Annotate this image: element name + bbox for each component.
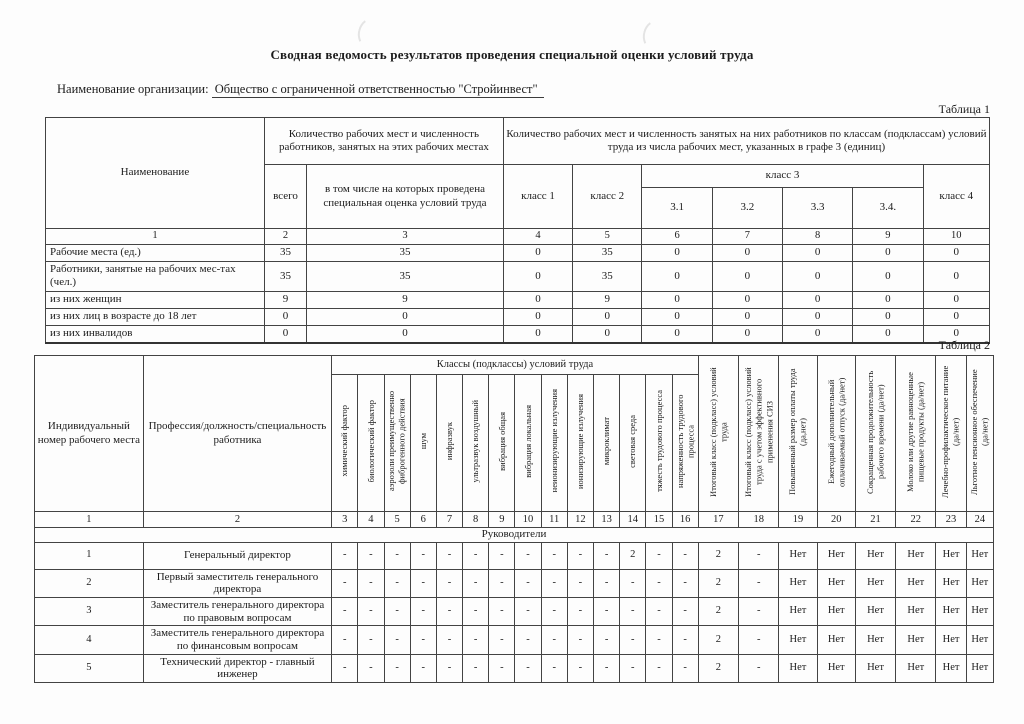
table2-cell: Нет [779,542,817,569]
table2-cell: - [463,542,489,569]
table2-header-final [779,356,817,512]
table2-header-final [966,356,993,512]
table1-header-group1: Количество рабочих мест и численность работников, занятых на этих рабочих местах [264,118,503,165]
table2-header-factor [620,375,646,512]
table2-cell: - [358,626,384,654]
table1-header-assessed: в том числе на которых проведена специальная оценка условий труда [307,165,504,229]
table2-cell: Нет [966,626,993,654]
table1-header-class3-2: 3.2 [712,188,782,229]
table2-cell: Нет [779,598,817,626]
table1-cell: 0 [503,262,572,292]
table1-cell: 9 [573,291,642,308]
table2-header [35,356,994,543]
table1-cell: 0 [573,325,642,343]
table1-cell: 0 [264,325,306,343]
table1-cell: 35 [573,245,642,262]
table1-cell: 0 [712,291,782,308]
table2-cell: - [436,626,462,654]
table2-header-final [855,356,895,512]
table2-colnum: 20 [817,512,855,528]
table2-cell: - [541,654,567,682]
table1-cell: 0 [783,291,853,308]
table2-rotated-label: аэрозоли преимущественно фиброгенного действия [386,390,408,492]
table2-cell: - [739,654,779,682]
table2-cell: 2 [620,542,646,569]
table1-caption: Таблица 1 [938,102,990,116]
table2-header-final [936,356,966,512]
table1-row [46,245,990,262]
table1-cell: 0 [712,308,782,325]
table2-cell: - [620,598,646,626]
table1-header-total: всего [264,165,306,229]
table1-cell: 0 [923,325,989,343]
table1-cell: 0 [642,262,712,292]
table2-rotated-label: микроклимат [601,416,612,466]
table2-cell: - [594,654,620,682]
table2-cell: - [594,626,620,654]
table2-rotated-label: тяжесть трудового процесса [653,390,664,492]
table2-cell: - [672,569,698,597]
table2-section-row [35,528,994,542]
table1-cell: 0 [503,308,572,325]
table1-cell: 35 [307,262,504,292]
table2-rotated-label: Льготное пенсионное обеспечение (да/нет) [969,368,990,495]
table2-cell: - [515,542,541,569]
table2-header-factor [384,375,410,512]
table1-colnum: 1 [46,229,265,245]
table1-row-label: из них женщин [46,291,265,308]
table2-colnum: 18 [739,512,779,528]
table2-workplace-number: 2 [35,569,144,597]
table2-workplace-number: 5 [35,654,144,682]
table1-row [46,262,990,292]
table2-cell: - [541,626,567,654]
table1-header-class3-3: 3.3 [783,188,853,229]
table2-cell: - [332,598,358,626]
table2-cell: - [410,542,436,569]
table1-row-label: Рабочие места (ед.) [46,245,265,262]
table2-cell: - [489,569,515,597]
table1-cell: 9 [307,291,504,308]
table2-profession: Технический директор - главный инженер [143,654,331,682]
table2-colnum: 21 [855,512,895,528]
table1-colnum: 7 [712,229,782,245]
table2-rotated-label: шум [417,432,428,450]
table2-cell: - [410,654,436,682]
punch-hole-arc-icon [355,16,386,51]
table2-header-factor [541,375,567,512]
table1-header-name: Наименование [46,118,265,229]
table2-cell: - [358,654,384,682]
table2-cell: - [739,542,779,569]
table2-cell: - [515,598,541,626]
table2-cell: Нет [817,542,855,569]
table2-cell: 2 [698,569,738,597]
table2-colnum: 7 [436,512,462,528]
table2-cell: 2 [698,542,738,569]
table1-row [46,291,990,308]
table1-header-class1: класс 1 [503,165,572,229]
table1-cell: 0 [783,262,853,292]
table2-rotated-label: неионизирующие излучения [548,389,559,493]
table2-rotated-label: химический фактор [339,405,350,477]
table2-cell: - [594,542,620,569]
table2-section-cell: Руководители [35,528,994,542]
table2-cell: - [463,654,489,682]
table1-cell: 0 [923,291,989,308]
table1-header-class3-4: 3.4. [853,188,923,229]
table1-cell: 0 [642,308,712,325]
table2-rotated-label: вибрация локальная [522,404,533,478]
table1-cell: 0 [783,308,853,325]
table2-cell: Нет [817,569,855,597]
table2-header-factor [672,375,698,512]
table2-header-final [817,356,855,512]
table1-cell: 0 [307,308,504,325]
table2-cell: - [410,569,436,597]
table2-cell: - [567,654,593,682]
table1-cell: 0 [503,291,572,308]
table2-rotated-label: напряженность трудового процесса [674,394,696,488]
table2-rotated-label: Сокращенная продолжительность рабочего времени (да/нет) [864,369,886,494]
table2-rotated-label: ионизирующие излучения [575,393,586,489]
table2-cell: - [646,569,672,597]
table2-rotated-label: инфразвук [444,421,455,461]
table2-profession: Заместитель генерального директора по правовым вопросам [143,598,331,626]
table2-rotated-label: биологический фактор [365,399,376,483]
table1-header-class4: класс 4 [923,165,989,229]
table2-rotated-label: Повышенный размер оплаты труда (да,нет) [787,368,808,495]
table2-cell: - [620,654,646,682]
table2-cell: - [594,569,620,597]
table2-cell: Нет [966,569,993,597]
table2-header-row1 [35,356,994,375]
table1-colnum: 5 [573,229,642,245]
table2-header-factor [646,375,672,512]
table2-cell: - [620,569,646,597]
table2-colnum: 1 [35,512,144,528]
table2-cell: - [384,626,410,654]
table2-cell: - [463,569,489,597]
table2-cell: - [620,626,646,654]
table2-header-factor [436,375,462,512]
table2-cell: Нет [896,569,936,597]
table2-cell: - [541,598,567,626]
table1-cell: 35 [573,262,642,292]
table1-cell: 0 [503,245,572,262]
table2-cell: - [410,626,436,654]
table2-cell: Нет [966,598,993,626]
table2-cell: - [515,626,541,654]
table1-row [46,325,990,343]
table2-cell: - [541,569,567,597]
table2-cell: Нет [936,626,966,654]
table2-rotated-label: Молоко или другие равноценные пищевые продукты (да/нет) [905,371,926,492]
table2-cell: Нет [855,654,895,682]
table2-colnum: 17 [698,512,738,528]
table2-caption: Таблица 2 [938,338,990,352]
table2-cell: Нет [779,626,817,654]
table2-cell: - [436,569,462,597]
table2-colnum: 9 [489,512,515,528]
table2-cell: - [489,598,515,626]
table1-cell: 0 [307,325,504,343]
table2-cell: Нет [936,598,966,626]
table2-cell: - [515,569,541,597]
table2-cell: - [567,598,593,626]
table2-cell: Нет [966,654,993,682]
table2-profession: Первый заместитель генерального директора [143,569,331,597]
table2-cell: - [332,626,358,654]
table2-rotated-label: ультразвук воздушный [470,399,481,483]
table2-cell: - [646,626,672,654]
table2-header-factor [332,375,358,512]
table2-header-factor [594,375,620,512]
table2-cell: Нет [817,626,855,654]
table2-rotated-label: вибрация общая [496,411,507,471]
table2-colnum: 8 [463,512,489,528]
table1-cell: 0 [853,308,923,325]
table2-cell: - [358,569,384,597]
table2-row [35,654,994,682]
table2-cell: Нет [855,569,895,597]
table2-cell: - [489,542,515,569]
table2-cell: - [567,569,593,597]
table2-rotated-label: Ежегодный дополнительный оплачиваемый отпуск (да/нет) [825,376,847,487]
table2-cell: Нет [817,598,855,626]
table2-row [35,542,994,569]
table2-cell: - [384,542,410,569]
table2-workplace-classes [34,355,994,683]
table1-cell: 0 [712,262,782,292]
table2-rotated-label: Итоговый класс (подкласс) условий труда с учетом эффективного применения СИЗ [742,366,775,497]
organization-line [57,82,544,97]
table2-cell: Нет [855,542,895,569]
table2-header-factor [489,375,515,512]
table2-header-factor [358,375,384,512]
table2-colnum: 15 [646,512,672,528]
table2-cell: Нет [966,542,993,569]
organization-label: Наименование организации: [57,82,209,96]
table2-cell: - [436,654,462,682]
table2-cell: - [436,542,462,569]
table2-colnum: 2 [143,512,331,528]
table2-cell: Нет [936,542,966,569]
table2-cell: - [541,542,567,569]
table2-cell: Нет [855,598,895,626]
table1-header-class2: класс 2 [573,165,642,229]
table1-colnum: 3 [307,229,504,245]
table2-cell: 2 [698,626,738,654]
table2-cell: - [463,626,489,654]
table2-cell: Нет [896,542,936,569]
table2-cell: - [672,654,698,682]
table1-cell: 0 [923,262,989,292]
table1-cell: 35 [264,262,306,292]
table1-cell: 0 [642,291,712,308]
table2-cell: - [515,654,541,682]
table2-header-factor [515,375,541,512]
table2-colnum: 23 [936,512,966,528]
table2-cell: - [739,598,779,626]
table1-cell: 0 [264,308,306,325]
table2-cell: Нет [896,654,936,682]
table1-cell: 0 [783,245,853,262]
table2-row [35,569,994,597]
table1-colnum: 2 [264,229,306,245]
table2-cell: - [739,569,779,597]
table2-cell: - [332,542,358,569]
table1-header [46,118,990,245]
table2-cell: Нет [779,569,817,597]
table1-cell: 9 [264,291,306,308]
table2-cell: - [332,654,358,682]
table2-cell: Нет [896,598,936,626]
table2-body [35,542,994,682]
table2-colnum: 13 [594,512,620,528]
table1-colnum: 4 [503,229,572,245]
table2-header-workplace-number: Индивидуальный номер рабочего места [35,356,144,512]
table2-header-final [698,356,738,512]
table2-cell: - [672,598,698,626]
table2-colnum: 19 [779,512,817,528]
table2-cell: Нет [779,654,817,682]
table1-header-group2: Количество рабочих мест и численность занятых на них работников по классам (подклассам) условий труда из числа рабочих мест, указанных в графе 3 (единиц) [503,118,989,165]
table1-cell: 35 [264,245,306,262]
table2-rotated-label: световая среда [627,414,638,468]
table1-header-class3-1: 3.1 [642,188,712,229]
table2-header-final [896,356,936,512]
table1-cell: 35 [307,245,504,262]
table2-row [35,626,994,654]
table2-cell: Нет [817,654,855,682]
document-title: Сводная ведомость результатов проведения специальной оценки условий труда [270,47,754,62]
table2-colnum: 11 [541,512,567,528]
organization-name: Общество с ограниченной ответственностью "Стройинвест" [212,82,544,98]
table2-colnum: 22 [896,512,936,528]
table1-colnum: 8 [783,229,853,245]
table1-row-label: из них инвалидов [46,325,265,343]
table1-cell: 0 [642,245,712,262]
table2-cell: - [384,654,410,682]
table1-body [46,245,990,343]
table2-colnum: 16 [672,512,698,528]
table1-colnum: 10 [923,229,989,245]
table2-workplace-number: 3 [35,598,144,626]
table2-cell: - [384,598,410,626]
table1-cell: 0 [783,325,853,343]
table1-cell: 0 [712,325,782,343]
table2-cell: - [463,598,489,626]
table2-cell: - [358,542,384,569]
table1-row-label: из них лиц в возрасте до 18 лет [46,308,265,325]
table1-cell: 0 [503,325,572,343]
table2-cell: 2 [698,654,738,682]
table2-profession: Генеральный директор [143,542,331,569]
table2-cell: - [594,598,620,626]
table2-cell: - [646,598,672,626]
table1-cell: 0 [853,262,923,292]
table1-row-label: Работники, занятые на рабочих мес-тах (чел.) [46,262,265,292]
table2-colnum: 5 [384,512,410,528]
table2-cell: Нет [936,654,966,682]
table2-cell: - [646,542,672,569]
table1-cell: 0 [923,308,989,325]
table2-cell: - [739,626,779,654]
table2-header-factor [410,375,436,512]
table2-colnum: 3 [332,512,358,528]
table2-profession: Заместитель генерального директора по финансовым вопросам [143,626,331,654]
table2-cell: - [410,598,436,626]
table2-cell: - [646,654,672,682]
table1-cell: 0 [642,325,712,343]
table2-colnum: 24 [966,512,993,528]
table2-cell: - [358,598,384,626]
table1-header-class3: класс 3 [642,165,923,188]
table2-cell: - [489,654,515,682]
table1-cell: 0 [853,245,923,262]
table2-cell: - [489,626,515,654]
table2-cell: 2 [698,598,738,626]
table2-header-profession: Профессия/должность/специальность работника [143,356,331,512]
table2-cell: - [672,542,698,569]
table2-cell: Нет [936,569,966,597]
table2-cell: - [672,626,698,654]
table2-cell: - [332,569,358,597]
table2-cell: - [384,569,410,597]
table2-workplace-number: 1 [35,542,144,569]
table2-colnum: 10 [515,512,541,528]
table2-cell: - [436,598,462,626]
table1-cell: 0 [573,308,642,325]
table2-colnum: 6 [410,512,436,528]
table1-cell: 0 [923,245,989,262]
table2-colnum-row [35,512,994,528]
table1-colnum: 9 [853,229,923,245]
table2-cell: - [567,542,593,569]
table2-workplace-number: 4 [35,626,144,654]
table2-header-factor [567,375,593,512]
table1-colnum: 6 [642,229,712,245]
table2-rotated-label: Лечебно-профилактическое питание (да/нет) [940,365,962,498]
table2-colnum: 4 [358,512,384,528]
table2-cell: - [567,626,593,654]
table2-rotated-label: Итоговый класс (подкласс) условий труда [707,366,729,497]
table2-header-final [739,356,779,512]
table2-colnum: 12 [567,512,593,528]
table1-row [46,308,990,325]
table1-summary-workplaces [45,117,990,344]
table1-cell: 0 [712,245,782,262]
table1-cell: 0 [853,291,923,308]
table2-colnum: 14 [620,512,646,528]
table1-colnum-row [46,229,990,245]
table2-header-classes-group: Классы (подклассы) условий труда [332,356,699,375]
table2-cell: Нет [896,626,936,654]
table1-cell: 0 [853,325,923,343]
table2-row [35,598,994,626]
table2-header-factor [463,375,489,512]
table2-cell: Нет [855,626,895,654]
